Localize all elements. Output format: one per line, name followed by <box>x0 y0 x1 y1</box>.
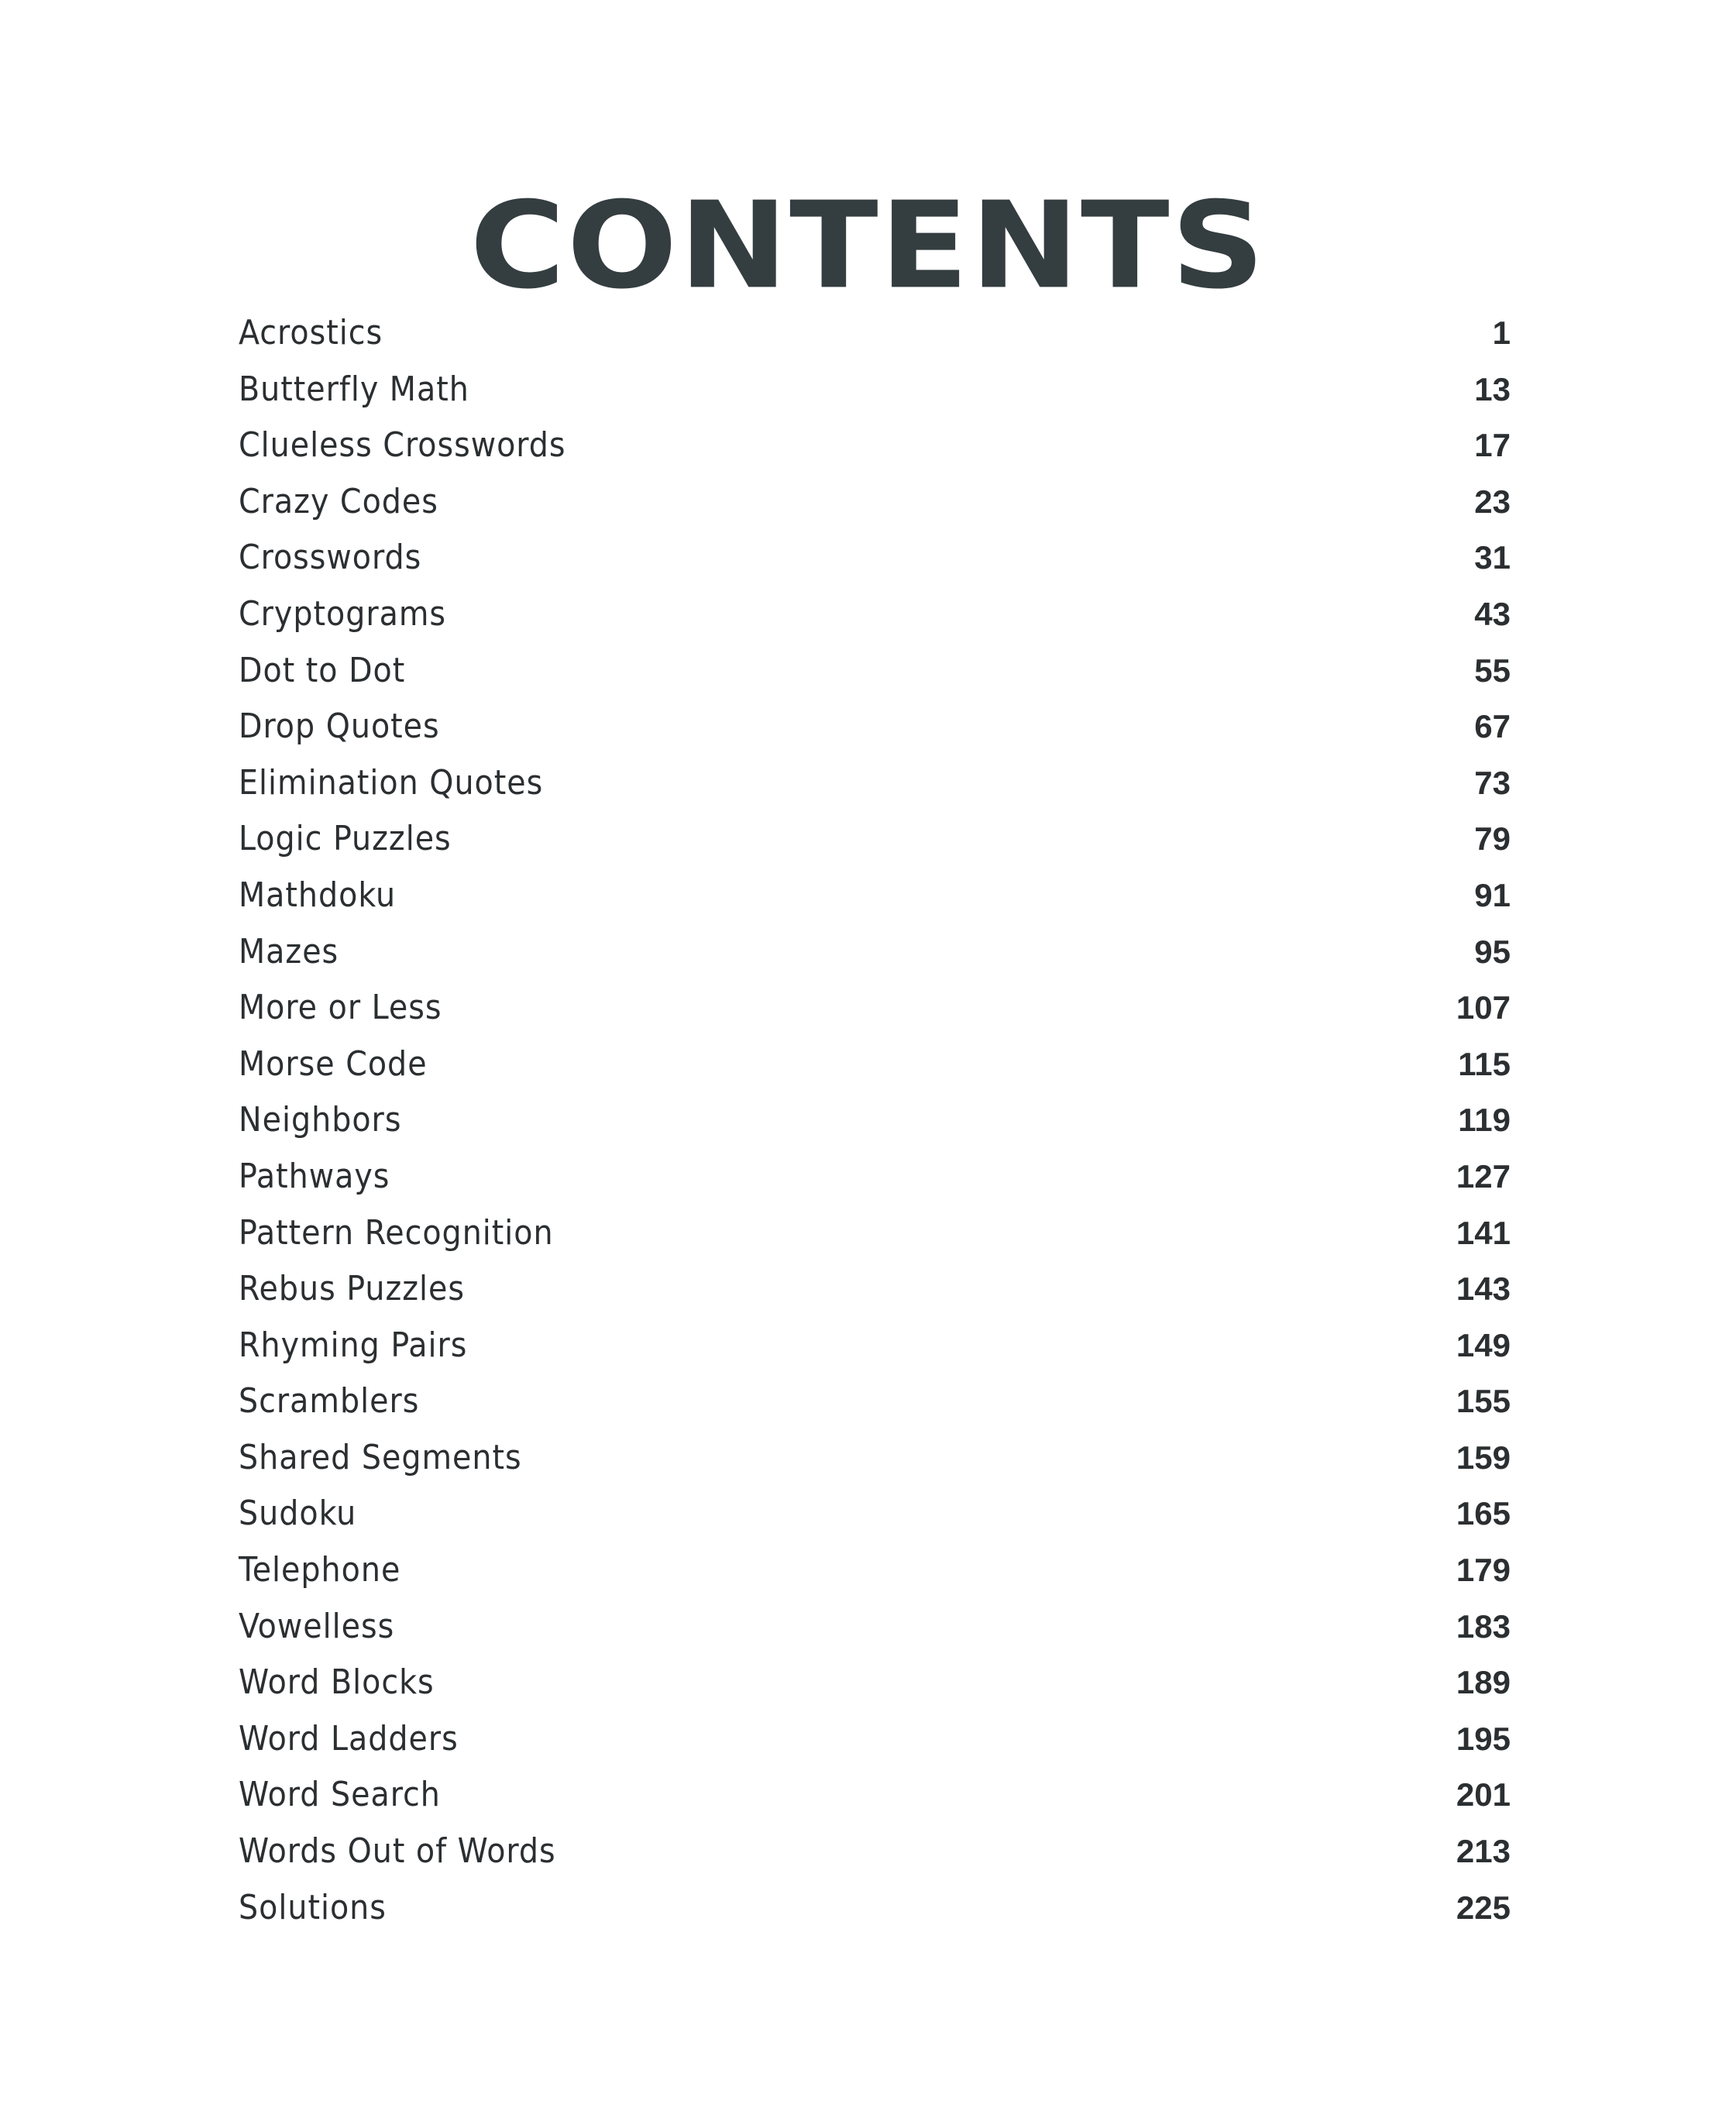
toc-entry <box>239 538 1511 597</box>
toc-entry-label: Word Ladders <box>239 1718 459 1758</box>
toc-entry <box>239 369 1511 429</box>
toc-entry-page: 79 <box>1474 820 1511 858</box>
toc-entry-page: 213 <box>1456 1833 1511 1870</box>
toc-entry <box>239 1437 1511 1497</box>
toc-entry-page: 195 <box>1456 1720 1511 1757</box>
toc-entry <box>239 313 1511 373</box>
toc-entry-label: Elimination Quotes <box>239 762 544 803</box>
toc-entry <box>239 1043 1511 1104</box>
toc-entry-label: Neighbors <box>239 1100 402 1140</box>
toc-entry-label: Scramblers <box>239 1381 420 1422</box>
toc-entry-page: 159 <box>1456 1439 1511 1476</box>
toc-entry-label: Mazes <box>239 931 339 971</box>
toc-entry <box>239 1100 1511 1160</box>
toc-entry <box>239 1381 1511 1441</box>
toc-entry-label: Cryptograms <box>239 593 447 634</box>
toc-entry <box>239 425 1511 485</box>
toc-entry-page: 143 <box>1456 1270 1511 1308</box>
toc-entry <box>239 1325 1511 1385</box>
toc-entry-label: Butterfly Math <box>239 369 469 409</box>
toc-entry-page: 23 <box>1474 483 1511 520</box>
toc-entry-label: Solutions <box>239 1887 387 1927</box>
toc-entry-label: Logic Puzzles <box>239 819 452 859</box>
toc-entry-label: Morse Code <box>239 1043 428 1084</box>
toc-entry-label: Acrostics <box>239 313 383 352</box>
toc-entry <box>239 762 1511 823</box>
toc-entry <box>239 1550 1511 1610</box>
toc-entry-page: 13 <box>1474 370 1511 407</box>
toc-entry-page: 183 <box>1456 1607 1511 1645</box>
toc-entry-label: Words Out of Words <box>239 1831 556 1872</box>
toc-entry-page: 127 <box>1456 1157 1511 1195</box>
toc-entry-page: 73 <box>1474 764 1511 801</box>
toc-entry <box>239 706 1511 766</box>
toc-entry-page: 155 <box>1456 1383 1511 1420</box>
toc-entry-label: More or Less <box>239 988 442 1028</box>
toc-entry <box>239 1269 1511 1329</box>
toc-entry-page: 119 <box>1458 1102 1511 1139</box>
toc-entry <box>239 593 1511 654</box>
toc-entry-label: Word Blocks <box>239 1662 435 1703</box>
toc-entry <box>239 481 1511 541</box>
toc-entry <box>239 1887 1511 1948</box>
toc-entry-label: Crosswords <box>239 538 422 578</box>
toc-entry-page: 17 <box>1474 427 1511 464</box>
toc-entry-page: 107 <box>1456 989 1511 1026</box>
toc-entry-page: 149 <box>1456 1326 1511 1363</box>
toc-entry <box>239 931 1511 992</box>
toc-entry-page: 91 <box>1474 876 1511 913</box>
toc-entry-page: 95 <box>1474 933 1511 970</box>
toc-entry-page: 225 <box>1456 1889 1511 1926</box>
toc-entry-label: Shared Segments <box>239 1437 522 1477</box>
toc-entry <box>239 650 1511 710</box>
toc-entry-label: Rebus Puzzles <box>239 1269 466 1309</box>
toc-entry-label: Sudoku <box>239 1494 357 1534</box>
toc-entry <box>239 1662 1511 1722</box>
toc-entry-page: 43 <box>1474 595 1511 632</box>
toc-entry <box>239 819 1511 878</box>
toc-entry-page: 55 <box>1474 651 1511 689</box>
toc-entry-label: Pathways <box>239 1156 390 1196</box>
toc-entry-label: Pattern Recognition <box>239 1212 554 1253</box>
toc-entry-page: 115 <box>1458 1045 1511 1082</box>
toc-entry-page: 67 <box>1474 708 1511 745</box>
page-title: CONTENTS <box>469 175 1267 315</box>
toc-entry-page: 201 <box>1456 1776 1511 1813</box>
toc-entry-label: Rhyming Pairs <box>239 1325 468 1365</box>
toc-entry <box>239 1606 1511 1666</box>
toc-entry-label: Mathdoku <box>239 875 397 915</box>
toc-entry-label: Word Search <box>239 1775 441 1815</box>
toc-entry <box>239 1775 1511 1834</box>
toc-entry-page: 31 <box>1474 539 1511 576</box>
toc-entry-label: Drop Quotes <box>239 706 440 747</box>
toc-entry <box>239 988 1511 1047</box>
toc-entry <box>239 1156 1511 1216</box>
toc-entry-page: 1 <box>1492 315 1511 351</box>
toc-entry-label: Vowelless <box>239 1606 395 1646</box>
toc-entry-page: 141 <box>1456 1214 1511 1251</box>
toc-entry-label: Telephone <box>239 1550 401 1590</box>
toc-entry-page: 179 <box>1456 1552 1511 1589</box>
toc-entry <box>239 1718 1511 1779</box>
toc-entry-label: Crazy Codes <box>239 481 438 521</box>
toc-entry <box>239 1212 1511 1273</box>
toc-entry-label: Clueless Crosswords <box>239 425 566 466</box>
table-of-contents <box>239 313 1511 1947</box>
toc-entry <box>239 1831 1511 1891</box>
toc-entry-page: 165 <box>1456 1495 1511 1532</box>
toc-entry-label: Dot to Dot <box>239 650 406 690</box>
toc-entry <box>239 875 1511 935</box>
toc-entry <box>239 1494 1511 1553</box>
toc-entry-page: 189 <box>1456 1664 1511 1701</box>
